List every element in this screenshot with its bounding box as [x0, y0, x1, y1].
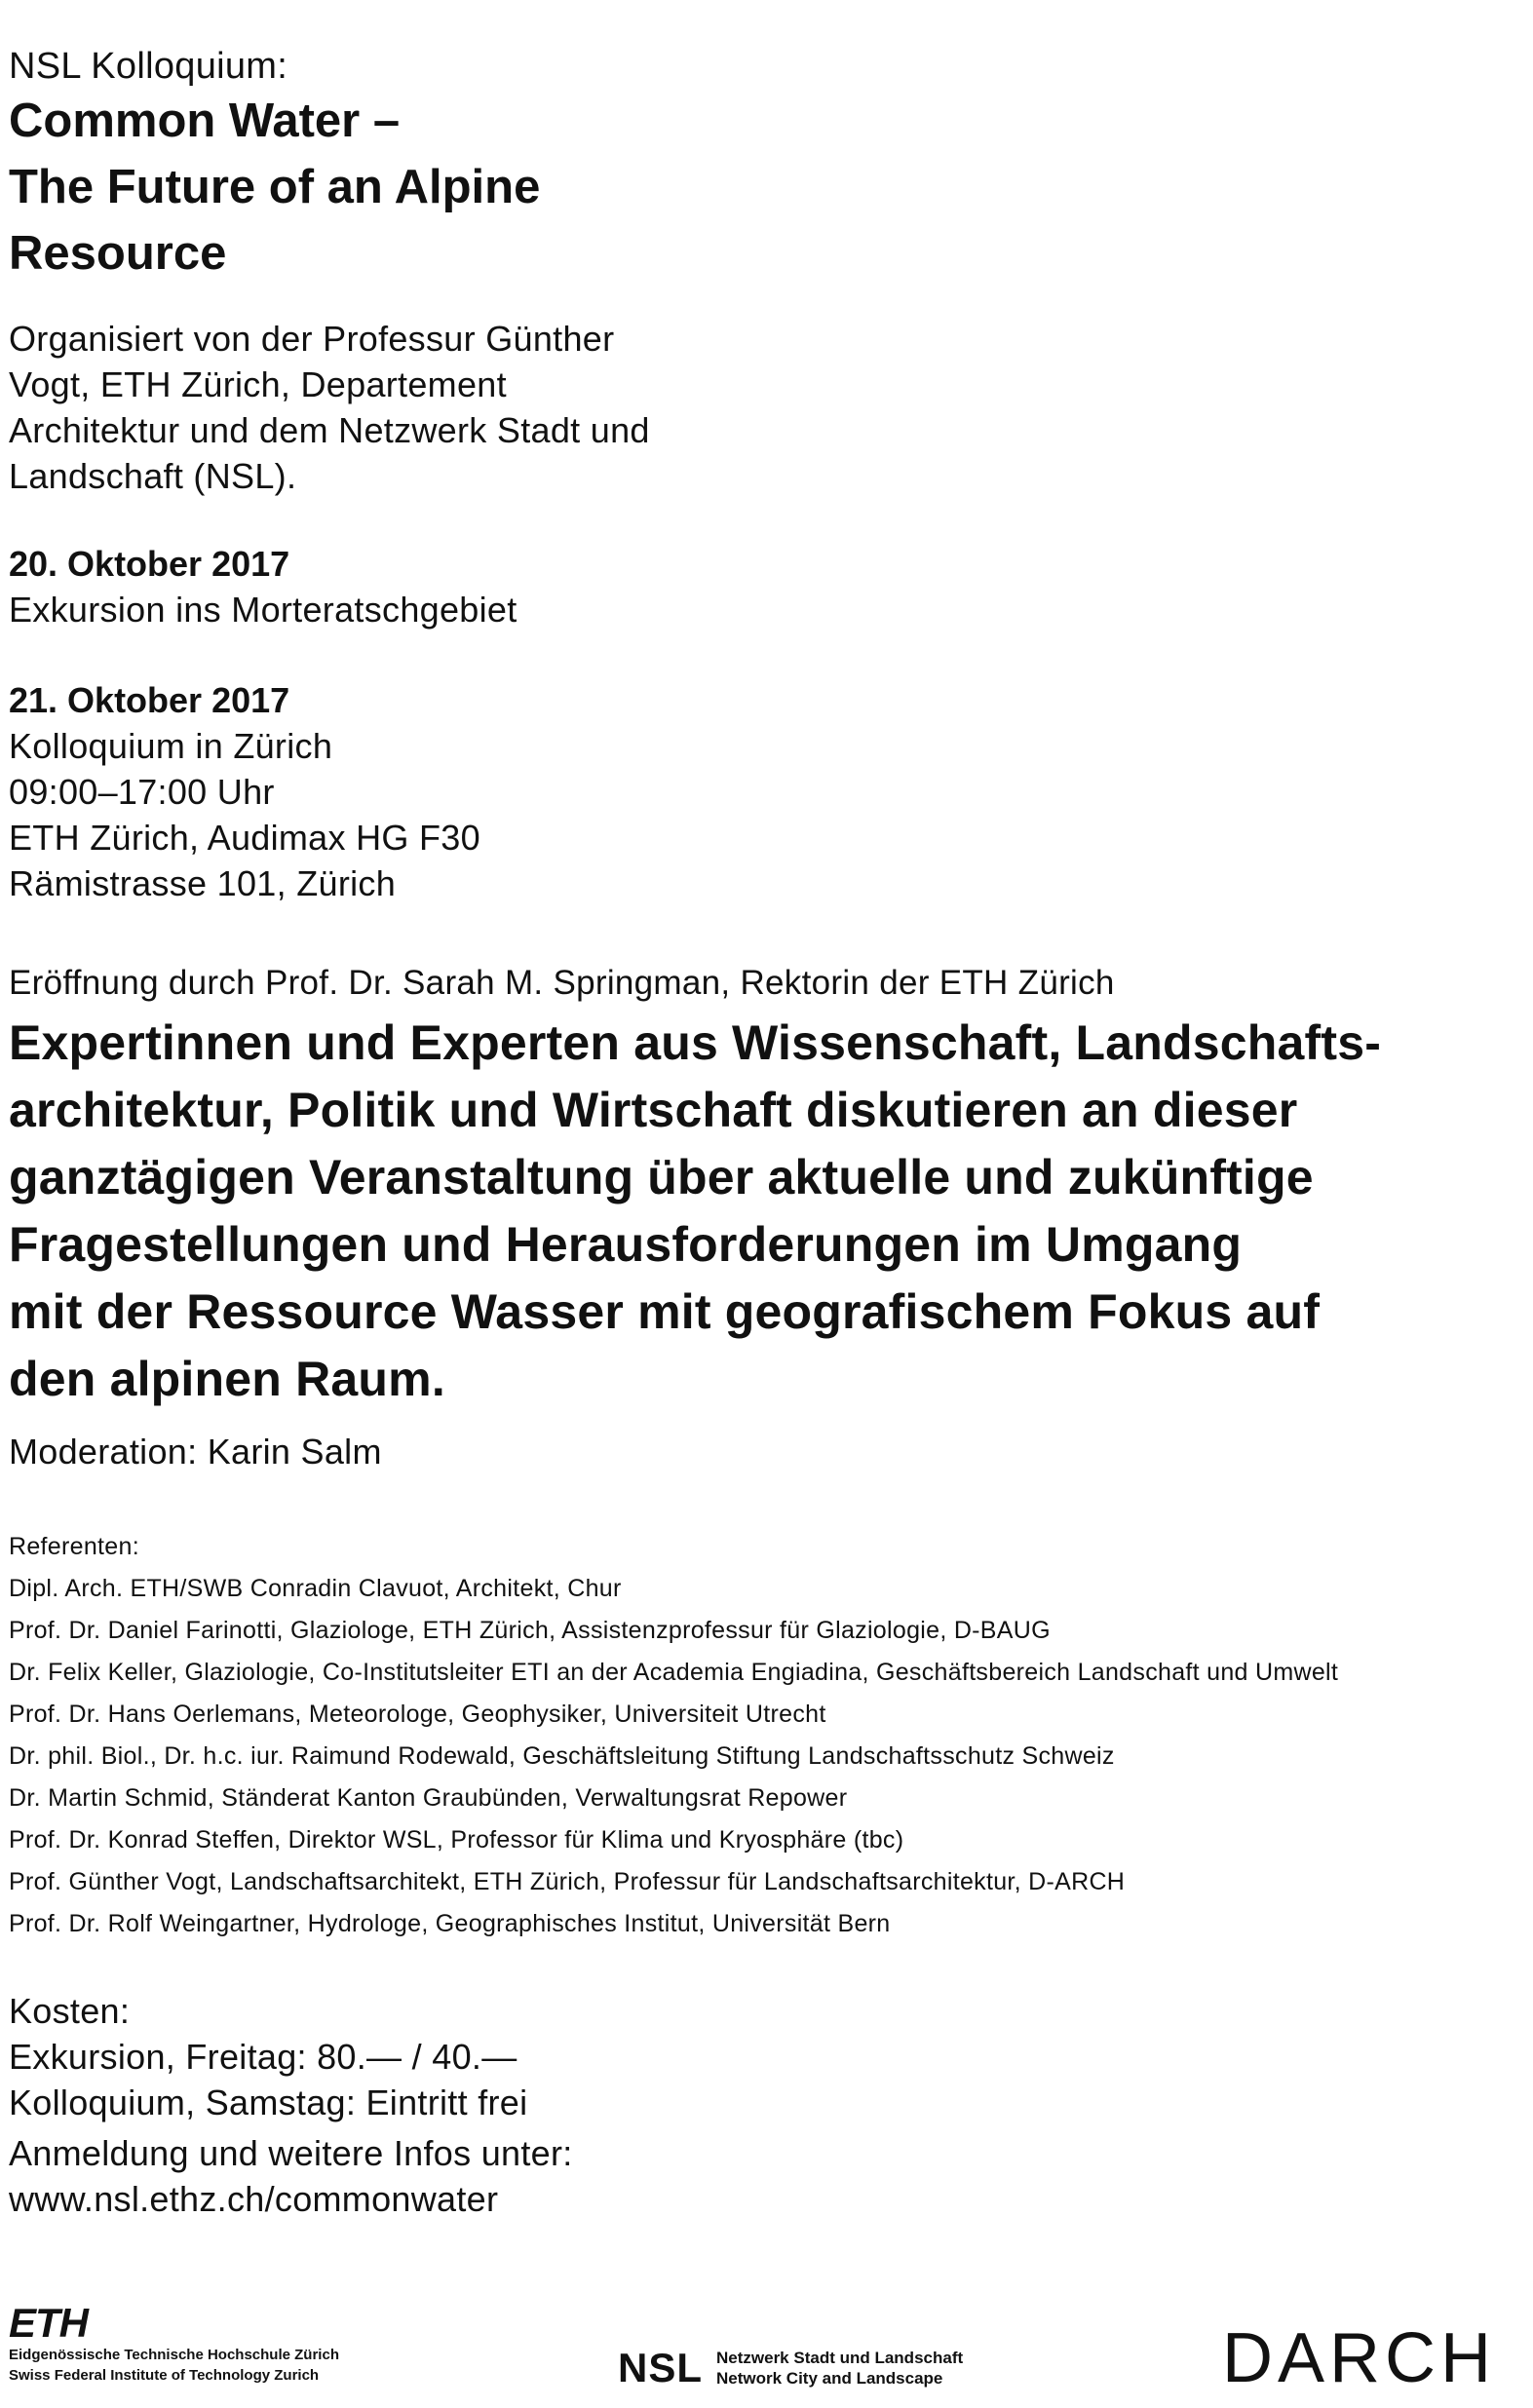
nsl-names: [716, 2348, 963, 2389]
lead-line: mit der Ressource Wasser mit geografischem Fokus auf: [9, 1284, 1321, 1339]
darch-logo: DARCH: [1222, 2319, 1497, 2397]
list-item: Dr. Martin Schmid, Ständerat Kanton Graubünden, Verwaltungsrat Repower: [9, 1784, 848, 1812]
lead-line: Fragestellungen und Herausforderungen im Umgang: [9, 1217, 1243, 1272]
event-date: 21. Oktober 2017: [9, 680, 290, 720]
organizer-line: Landschaft (NSL).: [9, 456, 297, 496]
costs-heading: Kosten:: [9, 1991, 131, 2031]
lead-line: architektur, Politik und Wirtschaft diskutieren an dieser: [9, 1083, 1298, 1137]
registration-url: www.nsl.ethz.ch/commonwater: [9, 2179, 499, 2219]
event-colloquium: [9, 678, 480, 906]
registration-section: [9, 2130, 573, 2222]
eth-wordmark: ETH: [9, 2300, 88, 2346]
list-item: Prof. Dr. Hans Oerlemans, Meteorologe, Geophysiker, Universiteit Utrecht: [9, 1701, 826, 1728]
costs-section: [9, 1988, 527, 2125]
page-title: [9, 88, 540, 287]
event-detail: Kolloquium in Zürich: [9, 726, 333, 766]
lead-paragraph: [9, 1010, 1381, 1413]
event-detail: Exkursion ins Morteratschgebiet: [9, 590, 517, 630]
lead-line: ganztägigen Veranstaltung über aktuelle und zukünftige: [9, 1150, 1314, 1204]
eth-name-en: Swiss Federal Institute of Technology Zurich: [9, 2367, 320, 2384]
list-item: Prof. Dr. Konrad Steffen, Direktor WSL, Professor für Klima und Kryosphäre (tbc): [9, 1826, 904, 1854]
nsl-name-en: Network City and Landscape: [716, 2369, 943, 2388]
organizer-text: [9, 316, 650, 499]
title-line: Common Water –: [9, 95, 401, 147]
speakers-heading: Referenten:: [9, 1533, 139, 1560]
lead-line: den alpinen Raum.: [9, 1352, 445, 1406]
speakers-list: [9, 1526, 1338, 1945]
list-item: Dr. Felix Keller, Glaziologie, Co-Institutsleiter ETI an der Academia Engiadina, Geschäftsbereich Landschaft und Umwelt: [9, 1659, 1339, 1686]
list-item: Dipl. Arch. ETH/SWB Conradin Clavuot, Architekt, Chur: [9, 1575, 622, 1602]
cost-line: Kolloquium, Samstag: Eintritt frei: [9, 2083, 528, 2122]
nsl-mark: NSL: [618, 2345, 703, 2390]
event-excursion: [9, 542, 517, 632]
list-item: Prof. Günther Vogt, Landschaftsarchitekt, ETH Zürich, Professur für Landschaftsarchitektur, D-ARCH: [9, 1868, 1126, 1895]
series-label: NSL Kolloquium:: [9, 46, 288, 87]
eth-logo: [9, 2302, 339, 2386]
registration-text: Anmeldung und weitere Infos unter:: [9, 2133, 573, 2173]
event-address: Rämistrasse 101, Zürich: [9, 863, 397, 903]
event-time: 09:00–17:00 Uhr: [9, 772, 275, 812]
list-item: Prof. Dr. Rolf Weingartner, Hydrologe, Geographisches Institut, Universität Bern: [9, 1910, 891, 1937]
organizer-line: Architektur und dem Netzwerk Stadt und: [9, 410, 650, 450]
moderation-note: Moderation: Karin Salm: [9, 1432, 382, 1472]
event-venue: ETH Zürich, Audimax HG F30: [9, 818, 480, 858]
cost-line: Exkursion, Freitag: 80.— / 40.—: [9, 2037, 517, 2077]
list-item: Dr. phil. Biol., Dr. h.c. iur. Raimund Rodewald, Geschäftsleitung Stiftung Landschaftsschutz Schweiz: [9, 1742, 1115, 1770]
organizer-line: Vogt, ETH Zürich, Departement: [9, 364, 507, 404]
lead-line: Expertinnen und Experten aus Wissenschaft, Landschafts-: [9, 1015, 1382, 1070]
title-line: Resource: [9, 227, 227, 280]
nsl-name-de: Netzwerk Stadt und Landschaft: [716, 2349, 964, 2367]
event-date: 20. Oktober 2017: [9, 544, 290, 584]
opening-note: Eröffnung durch Prof. Dr. Sarah M. Springman, Rektorin der ETH Zürich: [9, 964, 1115, 1002]
list-item: Prof. Dr. Daniel Farinotti, Glaziologe, ETH Zürich, Assistenzprofessur für Glaziologie, D-BAUG: [9, 1617, 1051, 1644]
title-line: The Future of an Alpine: [9, 161, 541, 213]
nsl-logo: [618, 2345, 963, 2391]
organizer-line: Organisiert von der Professur Günther: [9, 319, 615, 359]
eth-name-de: Eidgenössische Technische Hochschule Zürich: [9, 2347, 339, 2363]
